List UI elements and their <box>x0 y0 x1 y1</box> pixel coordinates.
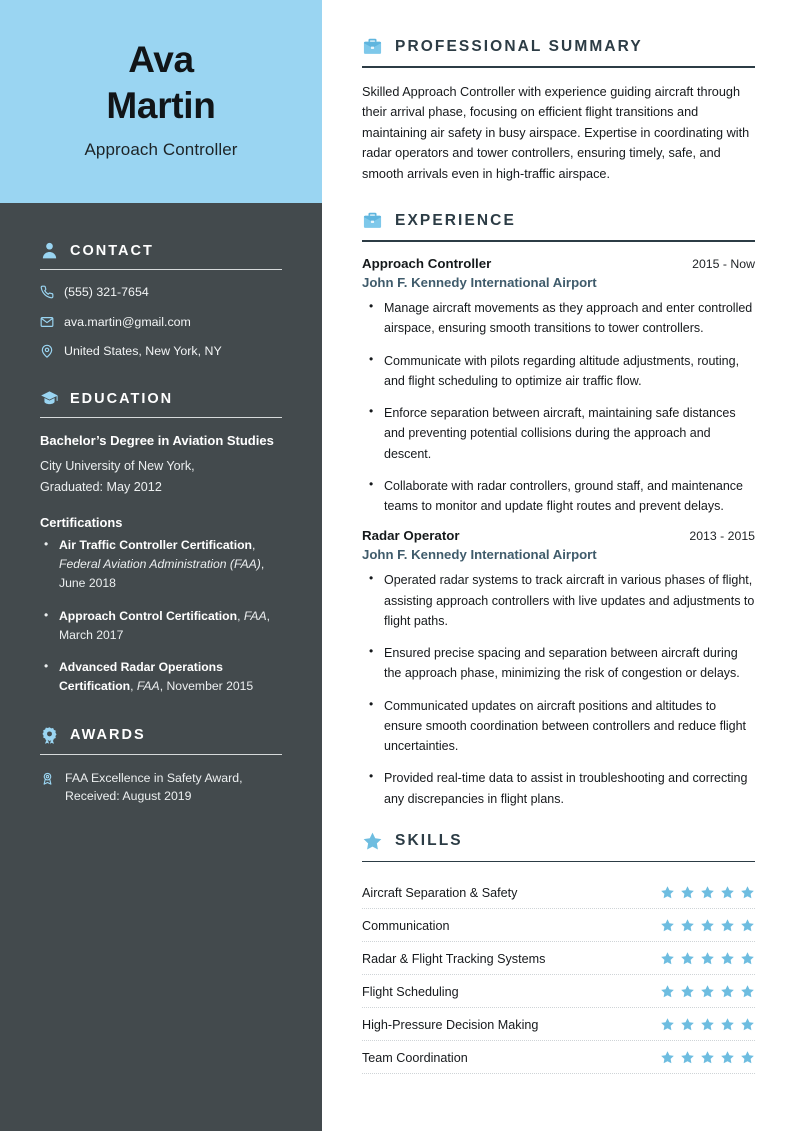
education-section <box>40 373 282 696</box>
job-bullet: • Communicated updates on aircraft positions and altitudes to ensure smooth coordination between controllers and reduce flight uncertainties. <box>362 696 755 757</box>
name-header <box>0 0 322 203</box>
job-bullet: • Enforce separation between aircraft, maintaining safe distances and preventing potential collisions during the approach and descent. <box>362 403 755 464</box>
skill-name: Team Coordination <box>362 1050 468 1065</box>
contact-section <box>40 225 282 360</box>
certification-sep2: , <box>260 557 265 572</box>
experience-section-header <box>362 210 755 231</box>
skills-title: SKILLS <box>395 832 463 850</box>
certifications-list <box>40 536 282 697</box>
graduation-cap-icon <box>40 389 59 408</box>
star-icon <box>660 1017 675 1032</box>
last-name: Martin <box>106 84 216 126</box>
star-icon <box>700 1017 715 1032</box>
contact-email[interactable] <box>40 314 282 331</box>
contact-location[interactable] <box>40 343 282 360</box>
education-graduated: Graduated: May 2012 <box>40 479 162 494</box>
star-icon <box>680 984 695 999</box>
summary-title: PROFESSIONAL SUMMARY <box>395 37 643 55</box>
main-content <box>322 0 800 1131</box>
certification-item <box>40 536 282 594</box>
summary-divider <box>362 66 755 68</box>
star-icon <box>680 951 695 966</box>
header-job-title: Approach Controller <box>84 140 238 160</box>
skills-section <box>362 831 755 1075</box>
job-bullet: • Collaborate with radar controllers, ground staff, and maintenance teams to monitor and update flight routes and prevent delays. <box>362 476 755 517</box>
certification-sep2: , <box>266 608 271 623</box>
certification-date: June 2018 <box>59 576 116 591</box>
briefcase-icon <box>362 210 383 231</box>
certification-name: Air Traffic Controller Certification <box>59 537 252 552</box>
contact-divider <box>40 269 282 270</box>
education-school: City University of New York, <box>40 459 195 474</box>
experience-entry <box>362 528 755 809</box>
skill-rating <box>660 1050 755 1065</box>
professional-summary-section <box>362 36 755 184</box>
star-icon <box>660 984 675 999</box>
star-icon <box>740 1050 755 1065</box>
star-icon <box>720 984 735 999</box>
award-line2: Received: August 2019 <box>65 789 192 804</box>
certification-sep: , <box>130 679 137 694</box>
location-pin-icon <box>40 344 54 358</box>
job-dates: 2015 - Now <box>692 257 755 272</box>
awards-divider <box>40 754 282 755</box>
education-divider <box>40 417 282 418</box>
skill-name: Aircraft Separation & Safety <box>362 885 518 900</box>
experience-divider <box>362 240 755 242</box>
job-role: Radar Operator <box>362 528 460 544</box>
experience-entry <box>362 256 755 516</box>
phone-icon <box>40 285 54 299</box>
job-bullet: • Provided real-time data to assist in troubleshooting and correcting any discrepancies in flight plans. <box>362 768 755 809</box>
job-bullet: • Communicate with pilots regarding altitude adjustments, routing, and flight scheduling to optimize air traffic flow. <box>362 351 755 392</box>
star-icon <box>740 984 755 999</box>
skill-rating <box>660 918 755 933</box>
experience-entry-header <box>362 256 755 271</box>
skills-divider <box>362 861 755 863</box>
certification-issuer: FAA <box>136 679 160 694</box>
skill-name: Flight Scheduling <box>362 984 459 999</box>
certification-item <box>40 658 282 697</box>
star-icon <box>740 918 755 933</box>
skill-row <box>362 876 755 909</box>
skill-row <box>362 1008 755 1041</box>
contact-section-header <box>40 225 282 260</box>
star-icon <box>740 951 755 966</box>
award-badge-icon <box>40 726 59 745</box>
contact-phone[interactable] <box>40 284 282 301</box>
certification-sep: , <box>237 608 244 623</box>
certification-date: November 2015 <box>166 679 254 694</box>
certification-issuer: FAA <box>243 608 267 623</box>
job-bullet: • Operated radar systems to track aircraft in various phases of flight, assisting approach controllers with live updates and adjustments to flight paths. <box>362 570 755 631</box>
summary-text: Skilled Approach Controller with experience guiding aircraft through their arrival phase, focusing on efficient flight transitions and maintaining air safety in busy airspace. Expertise in coordinating with radar operators and tower controllers, ensuring timely, safe, and smooth arrivals even in high-traffic airspace. <box>362 84 750 181</box>
job-bullets <box>362 298 755 516</box>
star-icon <box>680 885 695 900</box>
certification-issuer: Federal Aviation Administration (FAA) <box>59 557 261 572</box>
job-role: Approach Controller <box>362 256 492 272</box>
contact-email-value: ava.martin@gmail.com <box>64 314 191 329</box>
award-item <box>40 769 282 806</box>
certification-sep2: , <box>159 679 167 694</box>
skills-list <box>362 876 755 1074</box>
skill-name: Radar & Flight Tracking Systems <box>362 951 546 966</box>
skill-rating <box>660 951 755 966</box>
star-icon <box>720 951 735 966</box>
skills-section-header <box>362 831 755 852</box>
award-text <box>65 769 243 806</box>
job-bullet: • Manage aircraft movements as they approach and enter controlled airspace, ensuring smooth transitions to tower controllers. <box>362 298 755 339</box>
star-icon <box>680 1050 695 1065</box>
summary-section-header <box>362 36 755 57</box>
certification-sep: , <box>252 537 256 552</box>
first-name: Ava <box>128 38 194 80</box>
person-icon <box>40 241 59 260</box>
certification-name: Advanced Radar Operations Certification <box>59 660 223 694</box>
skill-name: Communication <box>362 918 450 933</box>
education-title: EDUCATION <box>70 390 174 407</box>
certification-date: March 2017 <box>59 627 124 642</box>
star-icon <box>720 918 735 933</box>
skill-rating <box>660 1017 755 1032</box>
skill-row <box>362 909 755 942</box>
job-organization: John F. Kennedy International Airport <box>362 275 597 291</box>
skill-row <box>362 975 755 1008</box>
job-dates: 2013 - 2015 <box>689 529 755 544</box>
star-icon <box>720 1017 735 1032</box>
star-icon <box>362 831 383 852</box>
experience-title: EXPERIENCE <box>395 211 516 229</box>
award-line1: FAA Excellence in Safety Award, <box>65 770 243 785</box>
skill-row <box>362 942 755 975</box>
contact-location-value: United States, New York, NY <box>64 344 222 359</box>
award-badge-icon <box>40 771 55 786</box>
star-icon <box>660 1050 675 1065</box>
star-icon <box>700 1050 715 1065</box>
education-degree: Bachelor’s Degree in Aviation Studies <box>40 433 274 449</box>
experience-entry-header <box>362 528 755 543</box>
star-icon <box>680 918 695 933</box>
star-icon <box>740 1017 755 1032</box>
certifications-title: Certifications <box>40 514 123 530</box>
skill-row <box>362 1041 755 1074</box>
star-icon <box>660 885 675 900</box>
star-icon <box>700 951 715 966</box>
star-icon <box>660 951 675 966</box>
star-icon <box>700 984 715 999</box>
star-icon <box>700 885 715 900</box>
skill-rating <box>660 984 755 999</box>
envelope-icon <box>40 315 54 329</box>
job-bullet: • Ensured precise spacing and separation between aircraft during the approach phase, minimizing the risk of congestion or delays. <box>362 643 755 684</box>
contact-title: CONTACT <box>70 242 154 259</box>
star-icon <box>700 918 715 933</box>
certification-item <box>40 607 282 646</box>
skill-name: High-Pressure Decision Making <box>362 1017 539 1032</box>
awards-title: AWARDS <box>70 727 146 744</box>
skill-rating <box>660 885 755 900</box>
job-bullets <box>362 570 755 809</box>
star-icon <box>740 885 755 900</box>
contact-phone-value: (555) 321-7654 <box>64 285 149 299</box>
star-icon <box>720 885 735 900</box>
star-icon <box>680 1017 695 1032</box>
briefcase-icon <box>362 36 383 57</box>
star-icon <box>720 1050 735 1065</box>
sidebar <box>0 0 322 1131</box>
certification-name: Approach Control Certification <box>59 608 238 623</box>
awards-section-header <box>40 710 282 745</box>
star-icon <box>660 918 675 933</box>
awards-section <box>40 710 282 806</box>
education-section-header <box>40 373 282 408</box>
job-organization: John F. Kennedy International Airport <box>362 547 597 563</box>
experience-section <box>362 210 755 808</box>
